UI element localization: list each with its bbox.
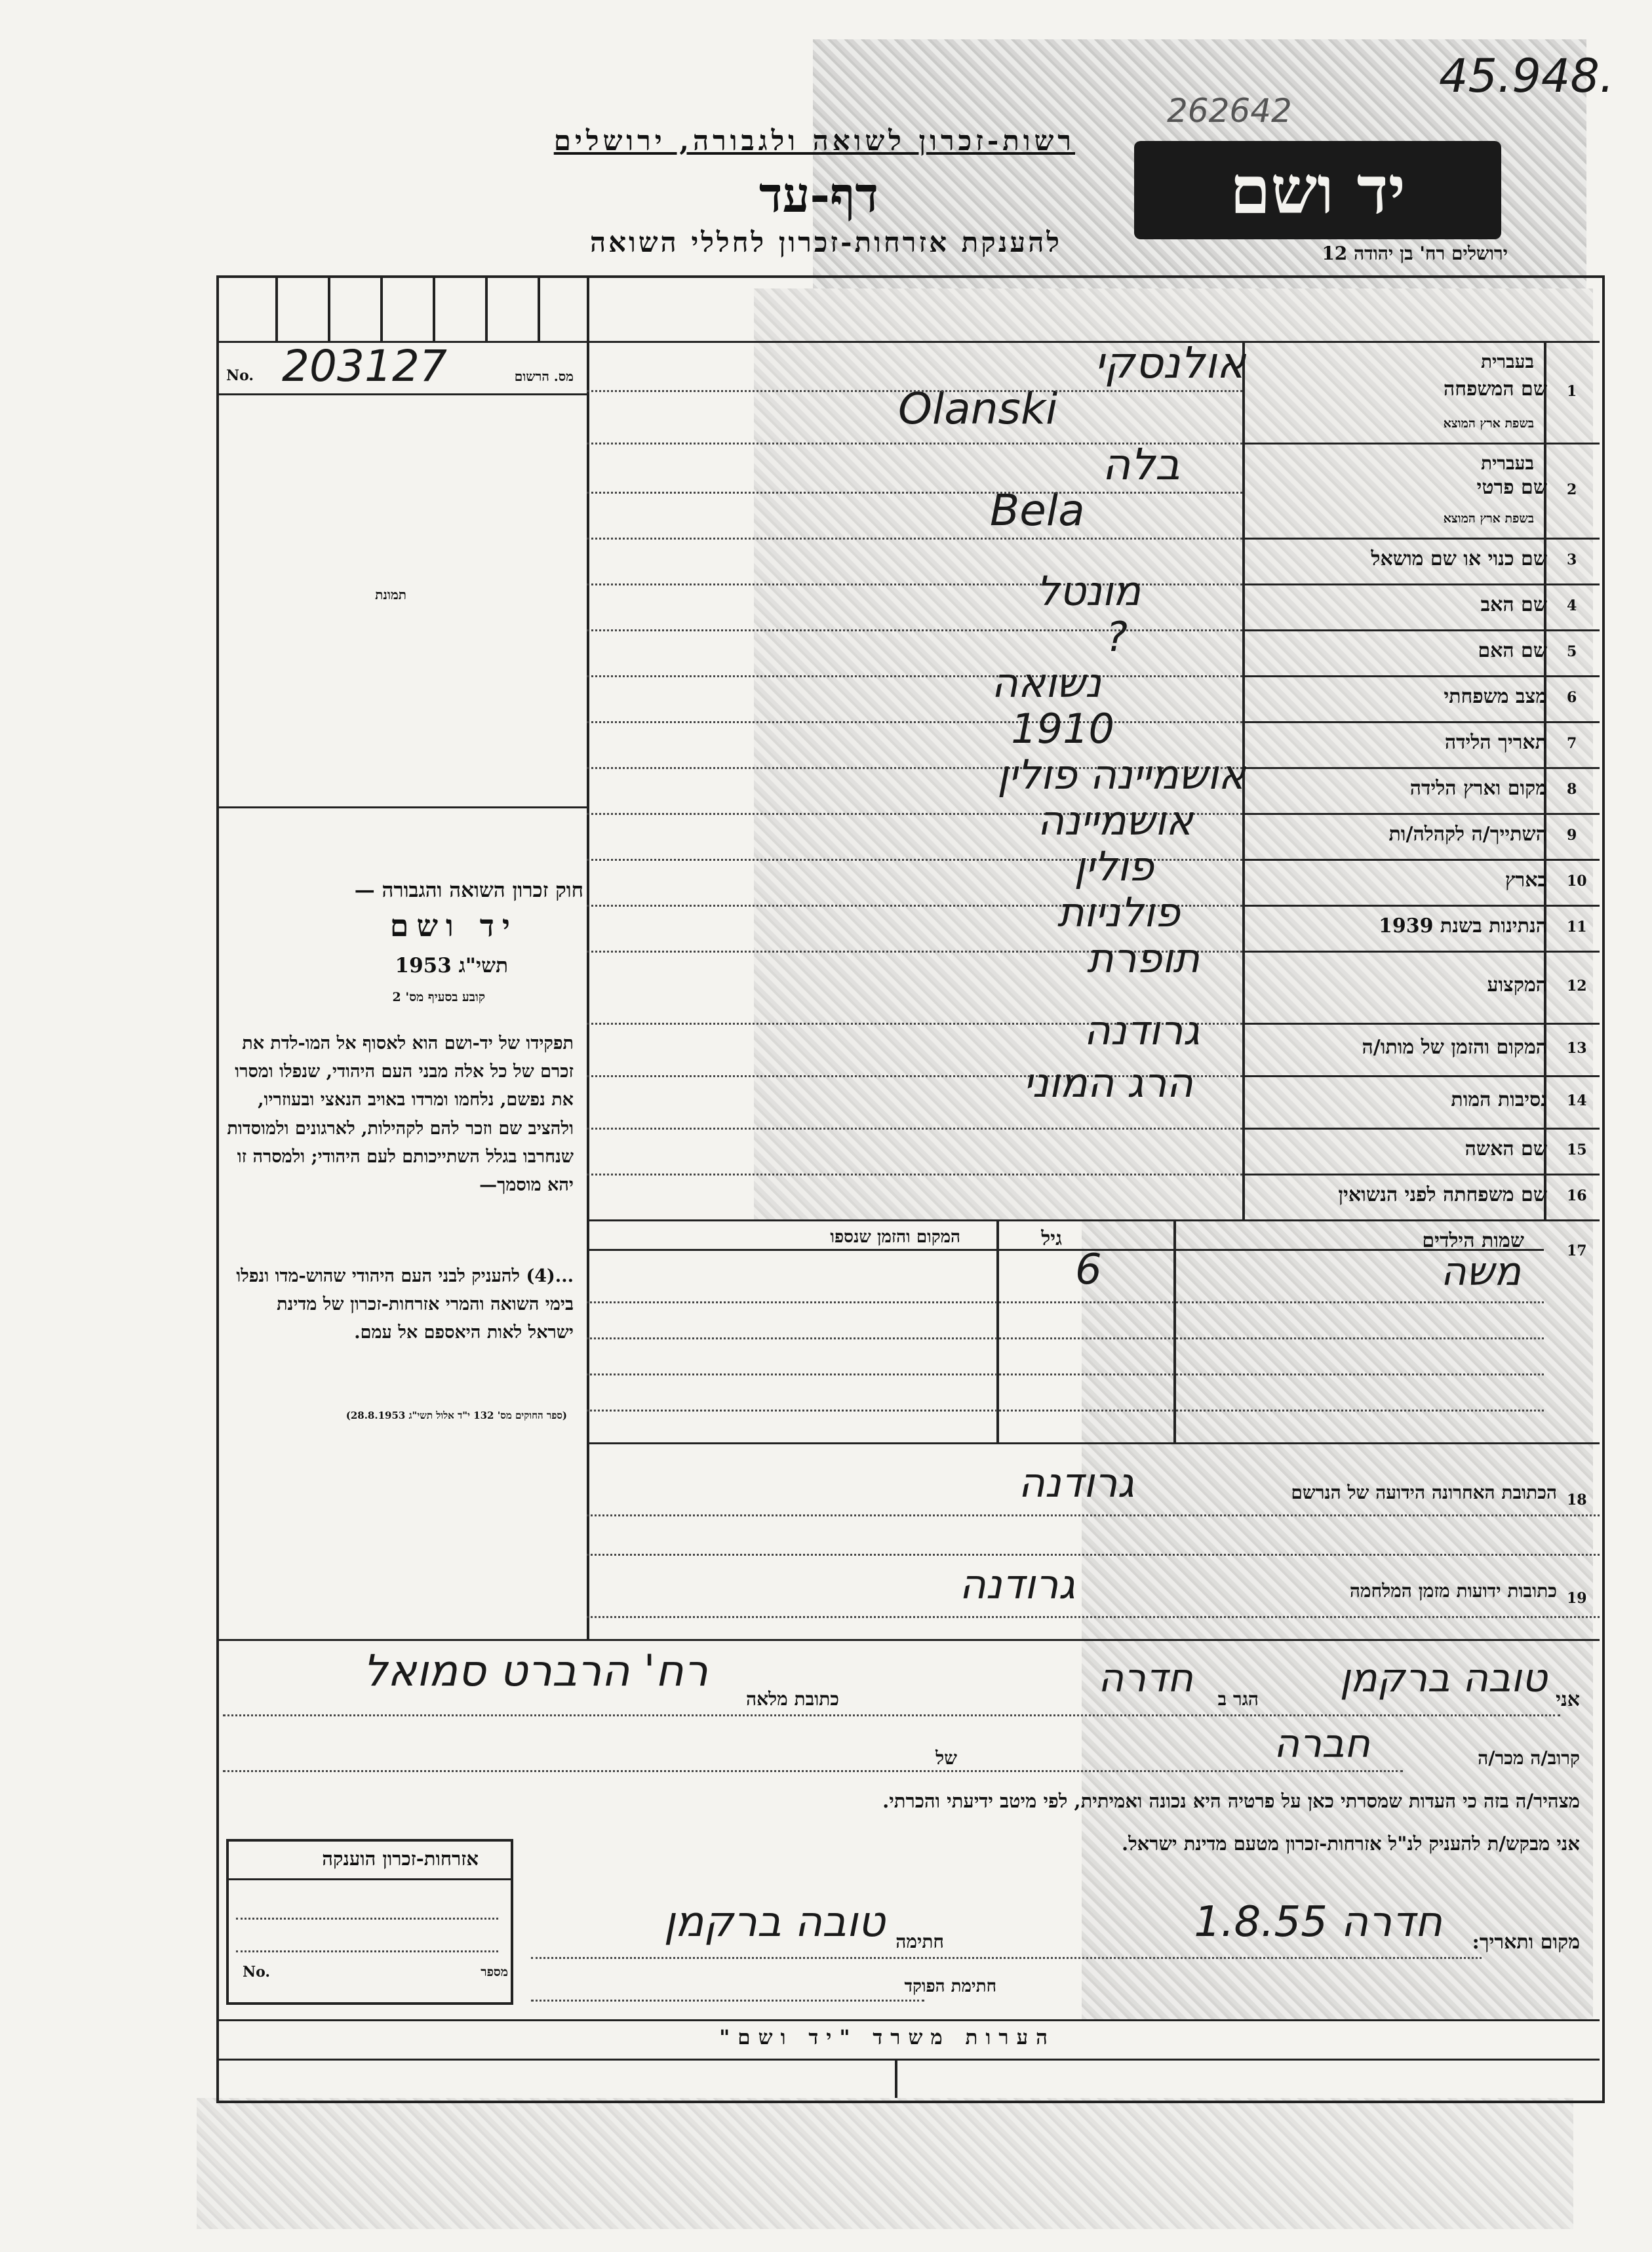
field-value: אולנסקי (1094, 338, 1246, 388)
row-num: 8 (1567, 781, 1577, 798)
field-label: שם האם (1478, 639, 1547, 662)
law-clause: קובע בסעיף מס' 2 (392, 990, 485, 1004)
law-text-2: ...(4) להעניק לבני העם היהודי שהוש-מדו ונפלו בימי השואה והמרי אזרחות-זכרון של מדינת ישראל לאות היאספם אל עמם. (236, 1266, 574, 1343)
decl-of: של (935, 1747, 957, 1769)
decl-full-address: כתובת מלאה (745, 1688, 839, 1710)
reg-number: 203127 (282, 341, 447, 391)
row-num: 18 (1567, 1491, 1587, 1509)
rule (216, 806, 587, 808)
form-subtitle: להענקת אזרחות-זכרון לחללי השואה (589, 226, 1062, 258)
authority-line: רשות-זכרון לשואה ולגבורה, ירושלים (553, 125, 1075, 157)
row-num: 7 (1567, 735, 1577, 752)
rule (236, 1918, 498, 1920)
field-label: שם המשפחה (1443, 378, 1547, 401)
rule (1242, 1023, 1600, 1025)
rule (895, 2059, 897, 2098)
rule (1242, 905, 1600, 907)
row-num: 17 (1567, 1242, 1587, 1259)
field-label: נסיבות המות (1451, 1088, 1547, 1111)
form-title: דף-עד (758, 167, 878, 224)
rule (275, 275, 278, 341)
field-sublabel: בעברית (1480, 351, 1534, 372)
rule (1242, 767, 1600, 769)
field-value: גרודנה (959, 1560, 1075, 1608)
rule (587, 1337, 1544, 1339)
rule (216, 393, 587, 395)
field-value: Olanski (898, 384, 1058, 434)
law-name: יד ושם (389, 908, 518, 943)
rule (1242, 443, 1600, 444)
field-label: שם האב (1480, 593, 1547, 616)
field-sublabel: בשפת ארץ המוצא (1443, 416, 1534, 431)
rule (1242, 538, 1600, 540)
rule (587, 1616, 1600, 1618)
rule (328, 275, 330, 341)
rule (1242, 629, 1600, 631)
decl-statement-2: אני מבקש/ת להעניק לנ"ל אזרחות-זכרון מטעם מדינת ישראל. (1121, 1832, 1580, 1855)
row-num: 9 (1567, 827, 1577, 844)
photo-label: תמונת (375, 587, 406, 603)
rule (587, 721, 1242, 723)
rule (1242, 951, 1600, 953)
decl-relative: קרוב/ה מכר/ה (1478, 1747, 1580, 1769)
rule (1242, 583, 1600, 585)
rule (587, 390, 1242, 392)
rule (587, 1219, 1600, 1221)
field-label: בארץ (1504, 869, 1547, 892)
row-num: 1 (1567, 383, 1577, 400)
field-label: המקצוע (1487, 974, 1547, 997)
law-title: חוק זכרון השואה והגבורה — (354, 879, 583, 902)
field-label: תאריך הלידה (1444, 731, 1547, 754)
rule (433, 275, 435, 341)
rule (1242, 675, 1600, 677)
rule (216, 2059, 1600, 2061)
field-value: 1910 (1011, 705, 1114, 753)
decl-statement-1: מצהיר/ה בזה כי העדות שמסרתי כאן על פרטיה היא נכונה ואמיתית, לפי מיטב ידיעתי והכרתי. (882, 1790, 1580, 1812)
law-source: (ספר החוקים מס' 132 י"ד אלול תשי"ג 28.8.1953) (345, 1410, 567, 1421)
field-value: Bela (990, 485, 1085, 536)
reg-no-label: No. (226, 367, 254, 384)
decl-place-date-value: חדרה 1.8.55 (1194, 1898, 1442, 1946)
rule (1242, 813, 1600, 815)
field-label: שם האשה (1465, 1137, 1547, 1160)
children-header-name: שמות הילדים (1422, 1229, 1524, 1252)
law-year: תשי"ג 1953 (395, 954, 508, 978)
field-sublabel: בעברית (1480, 452, 1534, 474)
rule (996, 1219, 999, 1442)
rule (1242, 721, 1600, 723)
field-value: גרודנה (1084, 1006, 1200, 1054)
rule (587, 1554, 1600, 1556)
decl-relative-value: חברה (1274, 1721, 1370, 1767)
law-text: תפקידו של יד-ושם הוא לאסוף אל המו-לדת את זכרם של כל אלה מבני העם היהודי, שנפלו ומסרו את נפשם, נלחמו ומרדו באויב הנאצי ובעוזריו, ולהציב שם וזכר להם לקהילות, לארגונים ולמוסדות שנחרבו בגלל השתייכותם לעם היהודי; ולמסרה זו יהא מוסמך— (227, 1033, 574, 1195)
scan-noise (197, 2098, 1573, 2229)
decl-resident-value: חדרה (1097, 1655, 1193, 1701)
field-value: אושמיינה פולין (997, 751, 1246, 799)
field-label: המקום והזמן של מותו/ה (1362, 1036, 1547, 1059)
citizenship-no: No. (243, 1964, 271, 1981)
field-value: מונטל (1036, 567, 1141, 615)
rule (587, 1514, 1600, 1516)
rule (587, 583, 1242, 585)
field-value: הרג המוני (1023, 1059, 1193, 1107)
row-num: 19 (1567, 1590, 1587, 1607)
field-value: בלה (1102, 439, 1180, 490)
row-num: 2 (1567, 481, 1577, 498)
decl-signature: חתימה (895, 1931, 944, 1952)
rule (587, 1442, 1600, 1444)
rule (538, 275, 540, 341)
rule (236, 1950, 498, 1952)
rule (216, 2019, 1600, 2021)
row-num: 6 (1567, 689, 1577, 706)
field-label: השתייך/ה לקהלה/ות (1388, 823, 1547, 846)
field-label: הכתובת האחרונה הידועה של הנרשם (1291, 1482, 1557, 1503)
stamp-number: 262642 (1167, 92, 1292, 130)
decl-signature-value: טובה ברקמן (663, 1898, 885, 1946)
decl-official-signature: חתימת הפוקד (904, 1977, 996, 1996)
field-label: כתובות ידועות מזמן המלחמה (1349, 1580, 1557, 1602)
rule (1242, 1128, 1600, 1130)
rule (223, 1714, 1560, 1716)
citizenship-number-label: מספר (481, 1965, 508, 1979)
row-num: 10 (1567, 873, 1587, 890)
field-label: מצב משפחתי (1444, 685, 1547, 708)
decl-place-date: מקום ותאריך: (1472, 1931, 1580, 1954)
children-header-age: גיל (1041, 1227, 1062, 1250)
field-value: תופרת (1086, 934, 1200, 982)
row-num: 3 (1567, 551, 1577, 568)
row-num: 12 (1567, 978, 1587, 995)
citizenship-title: אזרחות-זכרון הוענקה (322, 1847, 479, 1870)
rule (1242, 1075, 1600, 1077)
field-value: אושמיינה (1037, 797, 1193, 844)
top-number: 45.948. (1439, 49, 1615, 103)
rule (1242, 1174, 1600, 1175)
rule (587, 1410, 1544, 1412)
field-label: שם משפחתה לפני הנשואין (1338, 1183, 1547, 1206)
rule (216, 1639, 1600, 1641)
reg-label: מס. הרשום (514, 368, 574, 384)
field-sublabel: בשפת ארץ המוצא (1443, 511, 1534, 526)
rule (223, 1770, 1403, 1772)
rule (1173, 1219, 1176, 1442)
rule (587, 1249, 1544, 1251)
rule (380, 275, 383, 341)
field-label: הנתינות בשנת 1939 (1378, 915, 1547, 938)
rule (587, 629, 1242, 631)
office-notes-title: הערות משרד "יד ושם" (719, 2026, 1055, 2049)
child-name: משה (1440, 1249, 1521, 1295)
decl-ani-value: טובה ברקמן (1339, 1655, 1547, 1701)
decl-full-address-value: רח' הרברט סמואל (363, 1646, 708, 1696)
decl-ani: אני (1556, 1688, 1580, 1711)
field-value: ? (1106, 613, 1128, 661)
rule (587, 275, 589, 1639)
row-num: 15 (1567, 1141, 1587, 1158)
yad-vashem-logo: יד ושם (1134, 141, 1501, 239)
field-label: מקום וארץ הלידה (1409, 777, 1547, 800)
field-value: גרודנה (1018, 1459, 1134, 1507)
row-num: 5 (1567, 643, 1577, 660)
rule (485, 275, 488, 341)
rule (587, 675, 1242, 677)
field-value: נשואה (991, 659, 1101, 707)
row-num: 14 (1567, 1092, 1587, 1109)
row-num: 16 (1567, 1187, 1587, 1204)
row-num: 11 (1567, 919, 1587, 936)
child-age: 6 (1075, 1246, 1102, 1294)
rule (587, 538, 1242, 540)
row-num: 4 (1567, 597, 1577, 614)
rule (587, 1174, 1242, 1175)
rule (587, 1373, 1544, 1375)
rule (587, 1128, 1242, 1130)
rule (587, 1301, 1544, 1303)
decl-resident: הגר ב (1217, 1688, 1259, 1710)
address-line: ירושלים רח' בן יהודה 12 (1322, 243, 1508, 264)
rule (587, 492, 1242, 494)
rule (531, 1957, 1482, 1959)
field-label: שם פרטי (1476, 476, 1547, 499)
rule (226, 1878, 511, 1880)
rule (531, 2000, 924, 2002)
field-value: פולניות (1057, 888, 1180, 936)
children-header-place: המקום והזמן שנספו (830, 1227, 960, 1247)
field-label: שם כנוי או שם מושאל (1371, 547, 1547, 570)
field-value: פולין (1074, 842, 1154, 890)
rule (1242, 859, 1600, 861)
row-num: 13 (1567, 1040, 1587, 1057)
